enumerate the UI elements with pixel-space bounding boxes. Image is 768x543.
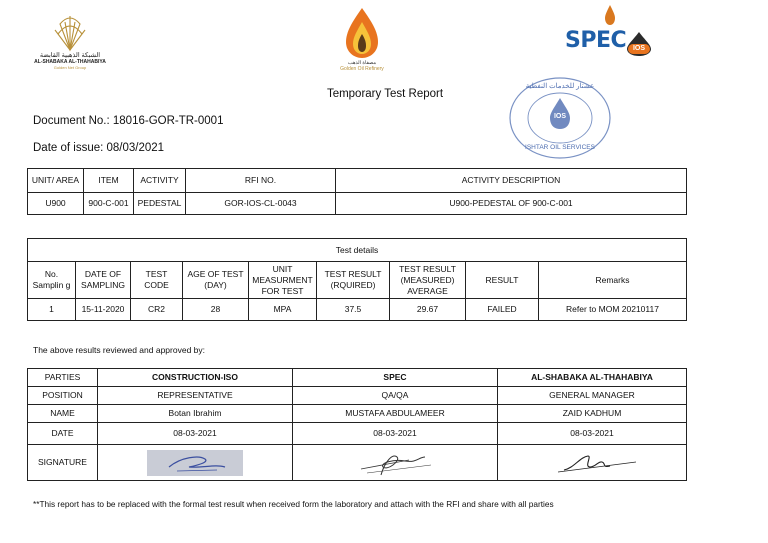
age-of-test-cell: 28 (183, 299, 249, 321)
parties-label: PARTIES (28, 369, 98, 387)
spec-ios-logo (565, 4, 660, 60)
date-of-sampling-cell: 15-11-2020 (76, 299, 131, 321)
shell-emblem-icon (30, 10, 110, 52)
al-shabaka-latin-name: AL-SHABAKA AL-THAHABIYA (34, 59, 106, 65)
result-measured-header: TEST RESULT (MEASURED) AVERAGE (390, 262, 466, 299)
position-al-shabaka: GENERAL MANAGER (498, 387, 687, 405)
flame-drop-icon (322, 4, 402, 60)
activity-description-cell: U900-PEDESTAL OF 900-C-001 (336, 193, 687, 215)
test-code-cell: CR2 (131, 299, 183, 321)
stamp-badge: IOS (553, 113, 567, 120)
name-construction-iso: Botan Ibrahim (98, 405, 293, 423)
party-construction-iso: CONSTRUCTION-ISO (98, 369, 293, 387)
result-required-cell: 37.5 (317, 299, 390, 321)
remarks-header: Remarks (539, 262, 687, 299)
test-details-header (28, 262, 687, 299)
result-header: RESULT (466, 262, 539, 299)
date-label: DATE (28, 423, 98, 445)
party-spec: SPEC (293, 369, 498, 387)
result-measured-cell: 29.67 (390, 299, 466, 321)
stamp-arabic-text: عشتار للخدمات النفطية (525, 83, 595, 90)
signature-row (28, 445, 687, 481)
position-label: POSITION (28, 387, 98, 405)
activity-cell: PEDESTAL (134, 193, 186, 215)
party-al-shabaka: AL-SHABAKA AL-THAHABIYA (498, 369, 687, 387)
test-details-title: Test details (28, 239, 687, 262)
date-al-shabaka: 08-03-2021 (498, 423, 687, 445)
test-details-table (27, 238, 687, 321)
golden-refinery-latin-name: Golden Oil Refinery (340, 66, 384, 72)
remarks-cell: Refer to MOM 20210117 (539, 299, 687, 321)
al-shabaka-logo (30, 10, 110, 76)
signature-label: SIGNATURE (28, 445, 98, 481)
position-row (28, 387, 687, 405)
item-header: ITEM (84, 169, 134, 193)
name-al-shabaka: ZAID KADHUM (498, 405, 687, 423)
sample-no-cell: 1 (28, 299, 76, 321)
date-spec: 08-03-2021 (293, 423, 498, 445)
footnote: **This report has to be replaced with the formal test result when received form the laboratory and attach with the RFI and share with all parties (33, 499, 554, 509)
table-row (28, 299, 687, 321)
approval-table (27, 368, 687, 481)
handwritten-signature-icon (544, 449, 640, 477)
report-title: Temporary Test Report (326, 88, 444, 100)
spec-wordmark: SPEC (565, 28, 627, 53)
date-construction-iso: 08-03-2021 (98, 423, 293, 445)
name-row (28, 405, 687, 423)
activity-table-header (28, 169, 687, 193)
handwritten-signature-icon (347, 449, 443, 477)
date-of-sampling-header: DATE OF SAMPLING (76, 262, 131, 299)
ishtar-stamp (508, 76, 612, 160)
oil-drop-icon (603, 4, 617, 26)
approval-text: The above results reviewed and approved by: (33, 345, 205, 355)
item-cell: 900-C-001 (84, 193, 134, 215)
name-label: NAME (28, 405, 98, 423)
rfi-no-cell: GOR-IOS-CL-0043 (186, 193, 336, 215)
activity-table (27, 168, 687, 215)
document-number: Document No.: 18016-GOR-TR-0001 (33, 115, 224, 127)
activity-header: ACTIVITY (134, 169, 186, 193)
golden-refinery-logo (322, 4, 402, 80)
age-of-test-header: AGE OF TEST (DAY) (183, 262, 249, 299)
result-required-header: TEST RESULT (RQUIRED) (317, 262, 390, 299)
golden-refinery-arabic-name: مصفاة الذهب (347, 60, 377, 66)
name-spec: MUSTAFA ABDULAMEER (293, 405, 498, 423)
signature-al-shabaka (498, 445, 687, 481)
position-construction-iso: REPRESENTATIVE (98, 387, 293, 405)
sample-no-header: No. Samplin g (28, 262, 76, 299)
unit-measurement-header: UNIT MEASURMENT FOR TEST (249, 262, 317, 299)
signature-construction-iso (98, 445, 293, 481)
stamp-english-text: ISHTAR OIL SERVICES (525, 144, 595, 151)
unit-measurement-cell: MPA (249, 299, 317, 321)
al-shabaka-tagline: Golden Net Group (53, 65, 87, 70)
position-spec: QA/QA (293, 387, 498, 405)
activity-description-header: ACTIVITY DESCRIPTION (336, 169, 687, 193)
ios-badge-icon: IOS (623, 32, 655, 56)
result-cell: FAILED (466, 299, 539, 321)
al-shabaka-arabic-name: الشبكة الذهبية القابضة (39, 52, 101, 59)
unit-area-cell: U900 (28, 193, 84, 215)
date-of-issue: Date of issue: 08/03/2021 (33, 142, 165, 154)
parties-row (28, 369, 687, 387)
signature-spec (293, 445, 498, 481)
table-row (28, 193, 687, 215)
rfi-no-header: RFI NO. (186, 169, 336, 193)
date-row (28, 423, 687, 445)
unit-area-header: UNIT/ AREA (28, 169, 84, 193)
test-code-header: TEST CODE (131, 262, 183, 299)
handwritten-signature-icon (147, 449, 243, 477)
